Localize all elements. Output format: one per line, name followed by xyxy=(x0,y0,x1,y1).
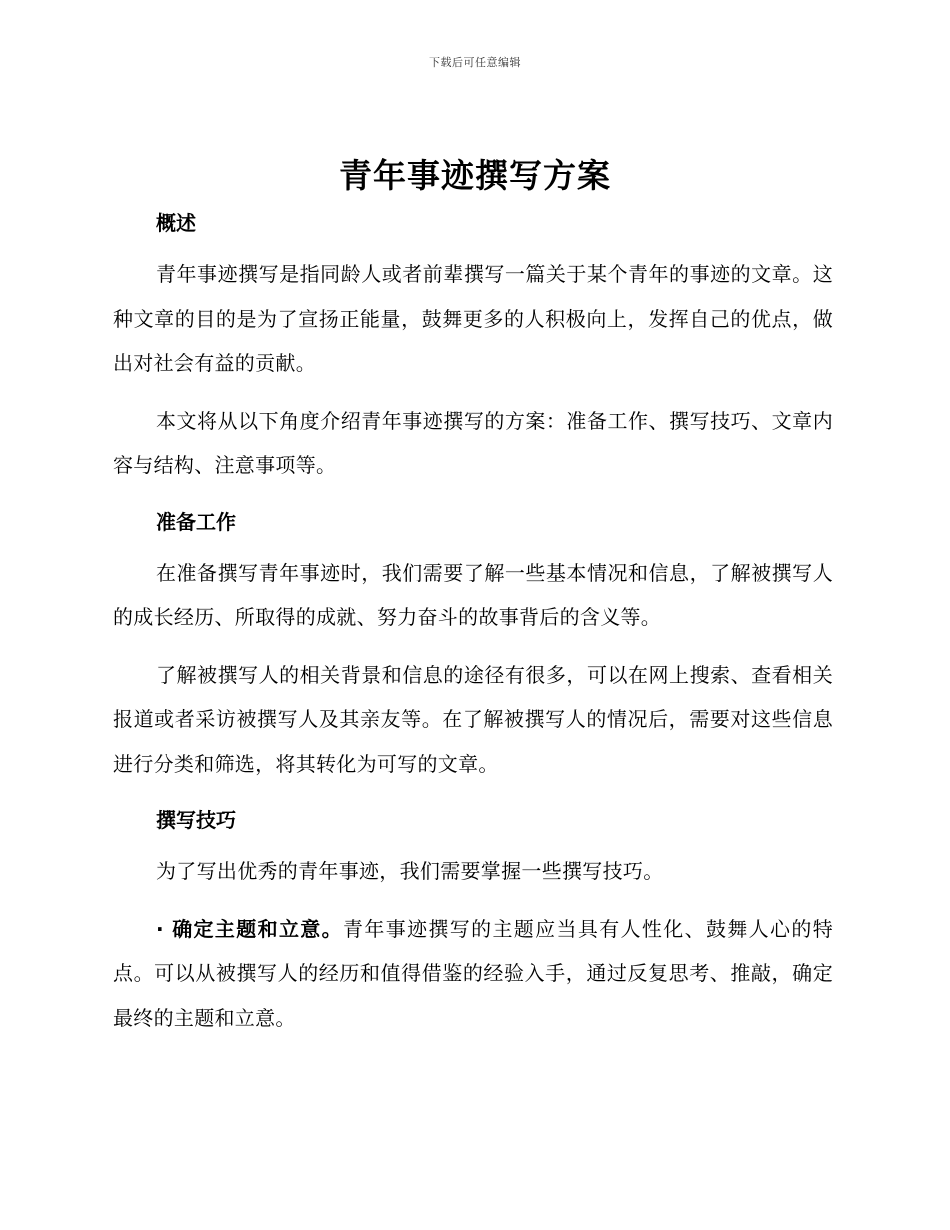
paragraph: 为了写出优秀的青年事迹，我们需要掌握一些撰写技巧。 xyxy=(156,859,664,883)
section-heading-writing-skills: 撰写技巧 xyxy=(156,808,236,832)
header-note: 下载后可任意编辑 xyxy=(429,56,521,69)
bullet-paragraph xyxy=(113,907,833,1041)
paragraph: 了解被撰写人的相关背景和信息的途径有很多，可以在网上搜索、查看相关报道或者采访被撰写人及其亲友等。在了解被撰写人的情况后，需要对这些信息进行分类和筛选，将其转化为可写的文章。 xyxy=(113,662,833,776)
section-heading-overview: 概述 xyxy=(156,211,196,235)
bullet-text: 青年事迹撰写的主题应当具有人性化、鼓舞人心的特点。可以从被撰写人的经历和值得借鉴的经验入手，通过反复思考、推敲，确定最终的主题和立意。 xyxy=(113,916,834,1030)
document-title: 青年事迹撰写方案 xyxy=(339,156,611,195)
document-body xyxy=(113,205,833,1040)
paragraph: 在准备撰写青年事迹时，我们需要了解一些基本情况和信息，了解被撰写人的成长经历、所取得的成就、努力奋斗的故事背后的含义等。 xyxy=(113,560,833,629)
paragraph: 本文将从以下角度介绍青年事迹撰写的方案：准备工作、撰写技巧、文章内容与结构、注意事项等。 xyxy=(113,408,833,477)
bullet-lead: · 确定主题和立意。 xyxy=(156,916,344,941)
section-heading-preparation: 准备工作 xyxy=(156,509,236,534)
paragraph: 青年事迹撰写是指同龄人或者前辈撰写一篇关于某个青年的事迹的文章。这种文章的目的是为了宣扬正能量，鼓舞更多的人积极向上，发挥自己的优点，做出对社会有益的贡献。 xyxy=(113,262,833,375)
